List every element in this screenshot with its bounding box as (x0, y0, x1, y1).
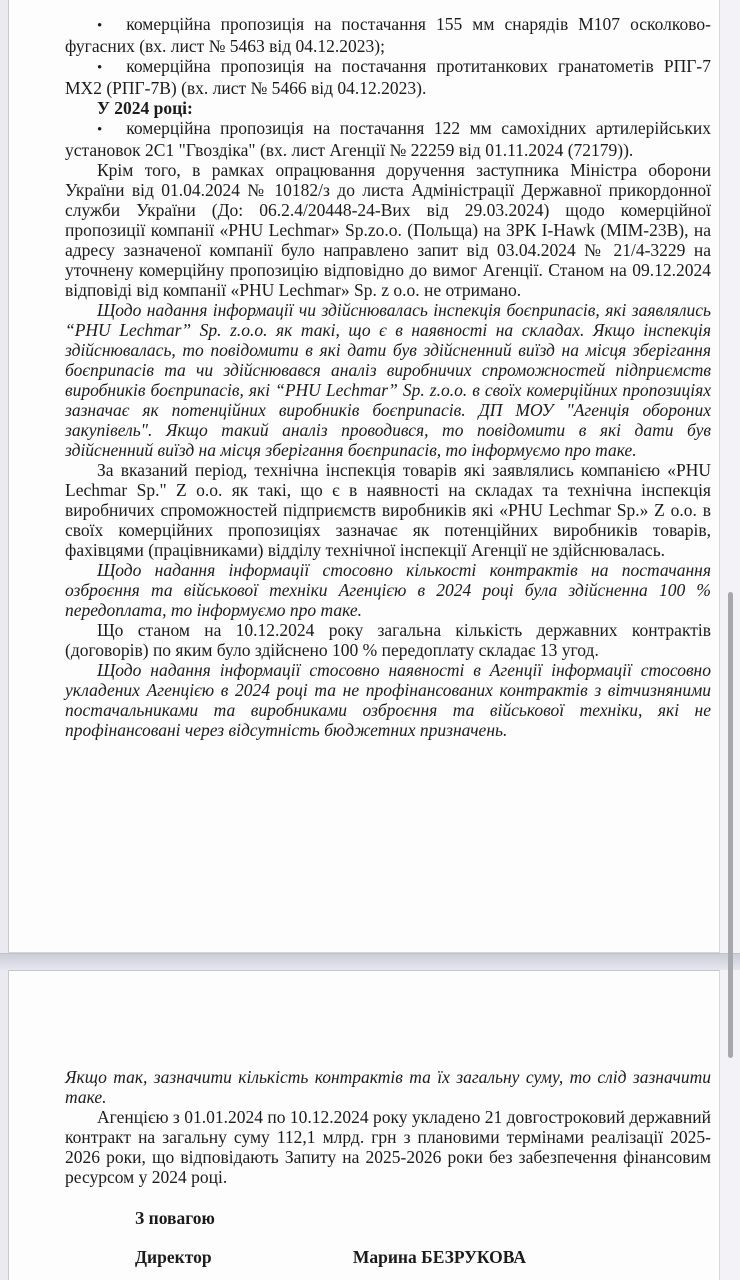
bullet-item (65, 14, 711, 56)
paragraph: Щодо надання інформації стосовно кількості контрактів на постачання озброєння та військової техніки Агенцією в 2024 році була здійсненна 100 % передоплата, то інформуємо про таке. (65, 560, 711, 620)
bullet-item (65, 56, 711, 98)
paragraph: Що станом на 10.12.2024 року загальна кількість державних контрактів (договорів) по яким було здійснено 100 % передоплату складає 13 угод. (65, 620, 711, 660)
signature-row (65, 1247, 711, 1267)
bullet-text: комерційна пропозиція на постачання 122 мм самохідних артилерійських установок 2С1 "Гвоздіка" (вх. лист Агенції № 22259 від 01.11.2024 (72179)). (65, 118, 711, 160)
signature-name: Марина БЕЗРУКОВА (352, 1247, 526, 1267)
bullet-icon: • (97, 122, 103, 138)
paragraph: Агенцією з 01.01.2024 по 10.12.2024 року укладено 21 довгостроковий державний контракт на загальну суму 112,1 млрд. грн з плановими термінами реалізації 2025-2026 роки, що відповідають Запиту на 2025-2026 роки без забезпечення фінансовим ресурсом у 2024 році. (65, 1107, 711, 1187)
signoff-text: З повагою (135, 1208, 215, 1228)
bullet-icon: • (97, 60, 103, 76)
bullet-icon: • (97, 18, 103, 34)
document-page-1 (8, 0, 720, 953)
bullet-item (65, 118, 711, 160)
paragraph: Щодо надання інформації стосовно наявності в Агенції інформації стосовно укладених Агенцією в 2024 році та не профінансованих контрактів з вітчизняними постачальниками та виробниками озброєння та військової техніки, які не профінансовані через відсутність бюджетних призначень. (65, 660, 711, 740)
document-page-2 (8, 970, 720, 1280)
scrollbar-thumb[interactable] (728, 592, 733, 1058)
left-gutter (0, 0, 8, 1280)
page-separator (0, 953, 740, 970)
bullet-text: комерційна пропозиція на постачання 155 мм снарядів М107 осколково-фугасних (вх. лист № 5463 від 04.12.2023); (65, 14, 711, 56)
bullet-text: комерційна пропозиція на постачання протитанкових гранатометів РПГ-7 МХ2 (РПГ-7В) (вх. лист № 5466 від 04.12.2023). (65, 56, 711, 98)
signature-title: Директор (135, 1247, 212, 1267)
paragraph: За вказаний період, технічна інспекція товарів які заявлялись компанією «PHU Lechmar Sp." Z о.о. як такі, що є в наявності на складах та технічна інспекція виробничих спроможностей підприємств виробників які «PHU Lechmar Sp.» Z о.о. в своїх комерційних пропозиціях зазначає як потенційних виробників товарів, фахівцями (працівниками) відділу технічної інспекції Агенції не здійснювалась. (65, 460, 711, 560)
paragraph: Крім того, в рамках опрацювання доручення заступника Міністра оборони України від 01.04.2024 № 10182/з до листа Адміністрації Державної прикордонної служби України (До: 06.2.4/20448-24-Вих від 29.03.2024) щодо комерційної пропозиції компанії «PHU Lechmar» Sp.zo.o. (Польща) на ЗРК І-Hawk (МІМ-23В), на адресу зазначеної компанії було направлено запит від 03.04.2024 № 21/4-3229 на уточнену комерційну пропозицію відповідно до вимог Агенції. Станом на 09.12.2024 відповіді від компанії «PHU Lechmar» Sp. z о.о. не отримано. (65, 160, 711, 300)
paragraph: Щодо надання інформації чи здійснювалась інспекція боєприпасів, які заявлялись “PHU Lechmar” Sp. z.o.o. як такі, що є в наявності на складах. Якщо інспекція здійснювалась, то повідомити в які дати був здійсненний виїзд на місця зберігання боєприпасів та чи здійснювався аналіз виробничих спроможностей підприємств виробників боєприпасів, які “PHU Lechmar” Sp. z.o.o. в своїх комерційних пропозиціях зазначає як потенційних виробників боєприпасів. ДП МОУ "Агенція обороних закупівель". Якщо такий аналіз проводився, то повідомити в які дати був здійсненний виїзд на місця зберігання боєприпасів, то інформуємо про таке. (65, 300, 711, 460)
paragraph: Якщо так, зазначити кількість контрактів та їх загальну суму, то слід зазначити таке. (65, 1067, 711, 1107)
paragraph: У 2024 році: (97, 98, 193, 118)
